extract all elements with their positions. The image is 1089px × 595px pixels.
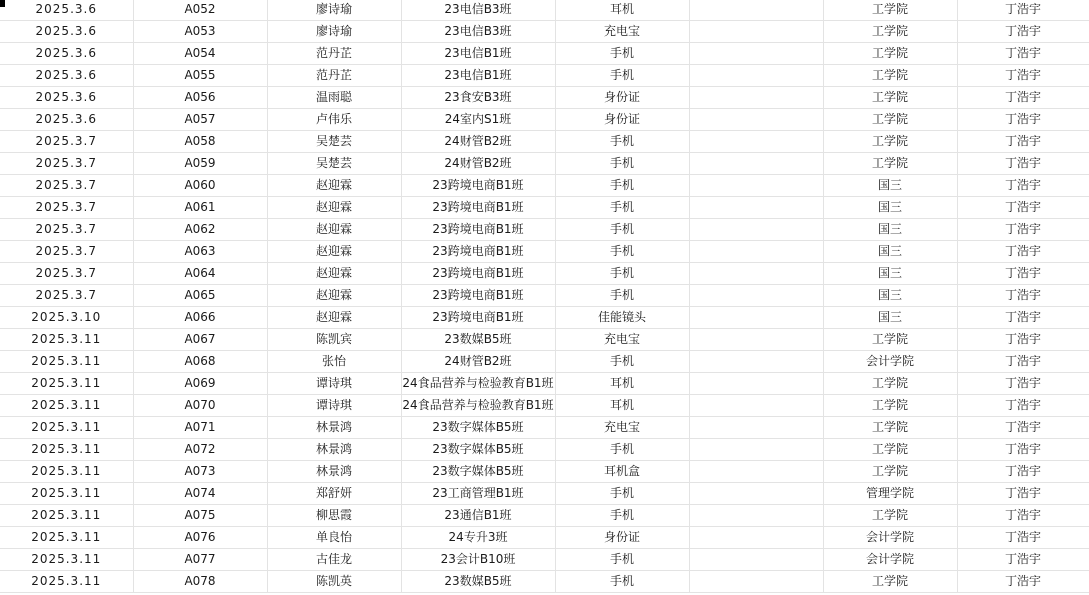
code-cell[interactable]: A062 xyxy=(133,219,267,241)
blank-cell[interactable] xyxy=(689,461,823,483)
class-cell[interactable]: 24食品营养与检验教育B1班 xyxy=(401,395,555,417)
class-cell[interactable]: 23数字媒体B5班 xyxy=(401,439,555,461)
blank-cell[interactable] xyxy=(689,153,823,175)
name-cell[interactable]: 张怡 xyxy=(267,351,401,373)
blank-cell[interactable] xyxy=(689,219,823,241)
college-cell[interactable]: 国三 xyxy=(823,219,957,241)
name-cell[interactable]: 陈凯宾 xyxy=(267,329,401,351)
class-cell[interactable]: 23跨境电商B1班 xyxy=(401,175,555,197)
cell-selection-marker xyxy=(0,0,5,7)
item-cell[interactable]: 手机 xyxy=(555,505,689,527)
college-cell[interactable]: 工学院 xyxy=(823,571,957,593)
blank-cell[interactable] xyxy=(689,0,823,21)
table-row xyxy=(0,351,1089,373)
name-cell[interactable]: 林景鸿 xyxy=(267,461,401,483)
code-cell[interactable]: A058 xyxy=(133,131,267,153)
code-cell[interactable]: A069 xyxy=(133,373,267,395)
handler-cell[interactable]: 丁浩宇 xyxy=(957,131,1089,153)
table-row xyxy=(0,21,1089,43)
blank-cell[interactable] xyxy=(689,175,823,197)
class-cell[interactable]: 23电信B1班 xyxy=(401,43,555,65)
code-cell[interactable]: A066 xyxy=(133,307,267,329)
item-cell[interactable]: 手机 xyxy=(555,439,689,461)
name-cell[interactable]: 单良怡 xyxy=(267,527,401,549)
table-row xyxy=(0,109,1089,131)
handler-cell[interactable]: 丁浩宇 xyxy=(957,153,1089,175)
table-row xyxy=(0,461,1089,483)
college-cell[interactable]: 工学院 xyxy=(823,153,957,175)
name-cell[interactable]: 卢伟乐 xyxy=(267,109,401,131)
item-cell[interactable]: 耳机 xyxy=(555,0,689,21)
college-cell[interactable]: 会计学院 xyxy=(823,527,957,549)
table-row xyxy=(0,197,1089,219)
item-cell[interactable]: 手机 xyxy=(555,65,689,87)
item-cell[interactable]: 充电宝 xyxy=(555,21,689,43)
handler-cell[interactable]: 丁浩宇 xyxy=(957,241,1089,263)
blank-cell[interactable] xyxy=(689,373,823,395)
table-row xyxy=(0,483,1089,505)
table-row xyxy=(0,373,1089,395)
code-cell[interactable]: A056 xyxy=(133,87,267,109)
table-row xyxy=(0,571,1089,593)
code-cell[interactable]: A052 xyxy=(133,0,267,21)
date-cell[interactable]: 2025.3.11 xyxy=(0,351,133,373)
item-cell[interactable]: 手机 xyxy=(555,43,689,65)
date-cell[interactable]: 2025.3.6 xyxy=(0,65,133,87)
table-row xyxy=(0,65,1089,87)
college-cell[interactable]: 国三 xyxy=(823,307,957,329)
date-cell[interactable]: 2025.3.6 xyxy=(0,21,133,43)
item-cell[interactable]: 耳机盒 xyxy=(555,461,689,483)
date-cell[interactable]: 2025.3.11 xyxy=(0,395,133,417)
name-cell[interactable]: 谭诗琪 xyxy=(267,373,401,395)
name-cell[interactable]: 廖诗瑜 xyxy=(267,21,401,43)
name-cell[interactable]: 赵迎霖 xyxy=(267,175,401,197)
blank-cell[interactable] xyxy=(689,109,823,131)
handler-cell[interactable]: 丁浩宇 xyxy=(957,43,1089,65)
class-cell[interactable]: 24专升3班 xyxy=(401,527,555,549)
date-cell[interactable]: 2025.3.7 xyxy=(0,285,133,307)
handler-cell[interactable]: 丁浩宇 xyxy=(957,329,1089,351)
name-cell[interactable]: 郑舒妍 xyxy=(267,483,401,505)
blank-cell[interactable] xyxy=(689,351,823,373)
code-cell[interactable]: A076 xyxy=(133,527,267,549)
blank-cell[interactable] xyxy=(689,131,823,153)
class-cell[interactable]: 23电信B1班 xyxy=(401,65,555,87)
code-cell[interactable]: A053 xyxy=(133,21,267,43)
handler-cell[interactable]: 丁浩宇 xyxy=(957,417,1089,439)
college-cell[interactable]: 工学院 xyxy=(823,21,957,43)
college-cell[interactable]: 工学院 xyxy=(823,461,957,483)
class-cell[interactable]: 23跨境电商B1班 xyxy=(401,285,555,307)
college-cell[interactable]: 工学院 xyxy=(823,131,957,153)
date-cell[interactable]: 2025.3.6 xyxy=(0,43,133,65)
table-row xyxy=(0,505,1089,527)
college-cell[interactable]: 工学院 xyxy=(823,0,957,21)
handler-cell[interactable]: 丁浩宇 xyxy=(957,285,1089,307)
handler-cell[interactable]: 丁浩宇 xyxy=(957,21,1089,43)
item-cell[interactable]: 耳机 xyxy=(555,395,689,417)
blank-cell[interactable] xyxy=(689,571,823,593)
table-row xyxy=(0,43,1089,65)
handler-cell[interactable]: 丁浩宇 xyxy=(957,461,1089,483)
code-cell[interactable]: A078 xyxy=(133,571,267,593)
handler-cell[interactable]: 丁浩宇 xyxy=(957,109,1089,131)
name-cell[interactable]: 温雨聪 xyxy=(267,87,401,109)
item-cell[interactable]: 手机 xyxy=(555,153,689,175)
item-cell[interactable]: 手机 xyxy=(555,197,689,219)
date-cell[interactable]: 2025.3.7 xyxy=(0,263,133,285)
blank-cell[interactable] xyxy=(689,21,823,43)
handler-cell[interactable]: 丁浩宇 xyxy=(957,175,1089,197)
table-row xyxy=(0,417,1089,439)
item-cell[interactable]: 耳机 xyxy=(555,373,689,395)
date-cell[interactable]: 2025.3.6 xyxy=(0,0,133,21)
blank-cell[interactable] xyxy=(689,505,823,527)
date-cell[interactable]: 2025.3.7 xyxy=(0,241,133,263)
item-cell[interactable]: 手机 xyxy=(555,351,689,373)
code-cell[interactable]: A057 xyxy=(133,109,267,131)
name-cell[interactable]: 赵迎霖 xyxy=(267,285,401,307)
date-cell[interactable]: 2025.3.11 xyxy=(0,527,133,549)
class-cell[interactable]: 23电信B3班 xyxy=(401,21,555,43)
college-cell[interactable]: 工学院 xyxy=(823,329,957,351)
handler-cell[interactable]: 丁浩宇 xyxy=(957,549,1089,571)
blank-cell[interactable] xyxy=(689,43,823,65)
item-cell[interactable]: 佳能镜头 xyxy=(555,307,689,329)
blank-cell[interactable] xyxy=(689,395,823,417)
class-cell[interactable]: 23数字媒体B5班 xyxy=(401,461,555,483)
blank-cell[interactable] xyxy=(689,307,823,329)
date-cell[interactable]: 2025.3.11 xyxy=(0,483,133,505)
date-cell[interactable]: 2025.3.11 xyxy=(0,439,133,461)
blank-cell[interactable] xyxy=(689,87,823,109)
blank-cell[interactable] xyxy=(689,263,823,285)
item-cell[interactable]: 充电宝 xyxy=(555,417,689,439)
table-row xyxy=(0,263,1089,285)
table-row xyxy=(0,153,1089,175)
item-cell[interactable]: 充电宝 xyxy=(555,329,689,351)
class-cell[interactable]: 24财管B2班 xyxy=(401,131,555,153)
item-cell[interactable]: 身份证 xyxy=(555,527,689,549)
college-cell[interactable]: 工学院 xyxy=(823,65,957,87)
blank-cell[interactable] xyxy=(689,439,823,461)
handler-cell[interactable]: 丁浩宇 xyxy=(957,395,1089,417)
class-cell[interactable]: 23会计B10班 xyxy=(401,549,555,571)
date-cell[interactable]: 2025.3.11 xyxy=(0,505,133,527)
name-cell[interactable]: 赵迎霖 xyxy=(267,241,401,263)
table-row xyxy=(0,329,1089,351)
blank-cell[interactable] xyxy=(689,285,823,307)
class-cell[interactable]: 24财管B2班 xyxy=(401,153,555,175)
class-cell[interactable]: 23通信B1班 xyxy=(401,505,555,527)
name-cell[interactable]: 范丹芷 xyxy=(267,65,401,87)
handler-cell[interactable]: 丁浩宇 xyxy=(957,527,1089,549)
date-cell[interactable]: 2025.3.11 xyxy=(0,329,133,351)
handler-cell[interactable]: 丁浩宇 xyxy=(957,87,1089,109)
class-cell[interactable]: 23跨境电商B1班 xyxy=(401,263,555,285)
date-cell[interactable]: 2025.3.7 xyxy=(0,219,133,241)
item-cell[interactable]: 手机 xyxy=(555,483,689,505)
table-row xyxy=(0,87,1089,109)
college-cell[interactable]: 工学院 xyxy=(823,439,957,461)
blank-cell[interactable] xyxy=(689,483,823,505)
code-cell[interactable]: A061 xyxy=(133,197,267,219)
name-cell[interactable]: 赵迎霖 xyxy=(267,307,401,329)
date-cell[interactable]: 2025.3.7 xyxy=(0,197,133,219)
table-row xyxy=(0,0,1089,21)
handler-cell[interactable]: 丁浩宇 xyxy=(957,483,1089,505)
table-row xyxy=(0,241,1089,263)
code-cell[interactable]: A055 xyxy=(133,65,267,87)
code-cell[interactable]: A064 xyxy=(133,263,267,285)
class-cell[interactable]: 23数媒B5班 xyxy=(401,571,555,593)
college-cell[interactable]: 工学院 xyxy=(823,43,957,65)
item-cell[interactable]: 手机 xyxy=(555,549,689,571)
item-cell[interactable]: 手机 xyxy=(555,131,689,153)
name-cell[interactable]: 吴楚芸 xyxy=(267,131,401,153)
name-cell[interactable]: 古佳龙 xyxy=(267,549,401,571)
date-cell[interactable]: 2025.3.10 xyxy=(0,307,133,329)
table-row xyxy=(0,285,1089,307)
code-cell[interactable]: A072 xyxy=(133,439,267,461)
college-cell[interactable]: 会计学院 xyxy=(823,351,957,373)
name-cell[interactable]: 谭诗琪 xyxy=(267,395,401,417)
date-cell[interactable]: 2025.3.7 xyxy=(0,131,133,153)
class-cell[interactable]: 23食安B3班 xyxy=(401,87,555,109)
date-cell[interactable]: 2025.3.11 xyxy=(0,549,133,571)
date-cell[interactable]: 2025.3.11 xyxy=(0,461,133,483)
date-cell[interactable]: 2025.3.7 xyxy=(0,153,133,175)
handler-cell[interactable]: 丁浩宇 xyxy=(957,439,1089,461)
college-cell[interactable]: 国三 xyxy=(823,263,957,285)
handler-cell[interactable]: 丁浩宇 xyxy=(957,307,1089,329)
blank-cell[interactable] xyxy=(689,241,823,263)
table-row xyxy=(0,549,1089,571)
name-cell[interactable]: 赵迎霖 xyxy=(267,197,401,219)
class-cell[interactable]: 23跨境电商B1班 xyxy=(401,307,555,329)
blank-cell[interactable] xyxy=(689,417,823,439)
item-cell[interactable]: 手机 xyxy=(555,175,689,197)
class-cell[interactable]: 24食品营养与检验教育B1班 xyxy=(401,373,555,395)
college-cell[interactable]: 国三 xyxy=(823,241,957,263)
item-cell[interactable]: 手机 xyxy=(555,241,689,263)
blank-cell[interactable] xyxy=(689,197,823,219)
code-cell[interactable]: A068 xyxy=(133,351,267,373)
item-cell[interactable]: 手机 xyxy=(555,219,689,241)
handler-cell[interactable]: 丁浩宇 xyxy=(957,0,1089,21)
handler-cell[interactable]: 丁浩宇 xyxy=(957,219,1089,241)
name-cell[interactable]: 陈凯英 xyxy=(267,571,401,593)
class-cell[interactable]: 24室内S1班 xyxy=(401,109,555,131)
date-cell[interactable]: 2025.3.6 xyxy=(0,109,133,131)
table-row xyxy=(0,395,1089,417)
blank-cell[interactable] xyxy=(689,527,823,549)
item-cell[interactable]: 身份证 xyxy=(555,87,689,109)
handler-cell[interactable]: 丁浩宇 xyxy=(957,65,1089,87)
item-cell[interactable]: 身份证 xyxy=(555,109,689,131)
handler-cell[interactable]: 丁浩宇 xyxy=(957,263,1089,285)
blank-cell[interactable] xyxy=(689,549,823,571)
table-row xyxy=(0,439,1089,461)
handler-cell[interactable]: 丁浩宇 xyxy=(957,351,1089,373)
class-cell[interactable]: 23跨境电商B1班 xyxy=(401,219,555,241)
name-cell[interactable]: 廖诗瑜 xyxy=(267,0,401,21)
name-cell[interactable]: 林景鸿 xyxy=(267,439,401,461)
college-cell[interactable]: 国三 xyxy=(823,285,957,307)
name-cell[interactable]: 林景鸿 xyxy=(267,417,401,439)
college-cell[interactable]: 工学院 xyxy=(823,373,957,395)
college-cell[interactable]: 工学院 xyxy=(823,417,957,439)
college-cell[interactable]: 工学院 xyxy=(823,505,957,527)
college-cell[interactable]: 国三 xyxy=(823,197,957,219)
college-cell[interactable]: 工学院 xyxy=(823,87,957,109)
class-cell[interactable]: 23工商管理B1班 xyxy=(401,483,555,505)
class-cell[interactable]: 23数字媒体B5班 xyxy=(401,417,555,439)
code-cell[interactable]: A060 xyxy=(133,175,267,197)
code-cell[interactable]: A071 xyxy=(133,417,267,439)
college-cell[interactable]: 工学院 xyxy=(823,395,957,417)
table-row xyxy=(0,131,1089,153)
handler-cell[interactable]: 丁浩宇 xyxy=(957,373,1089,395)
table-row xyxy=(0,527,1089,549)
class-cell[interactable]: 24财管B2班 xyxy=(401,351,555,373)
table-row xyxy=(0,175,1089,197)
code-cell[interactable]: A074 xyxy=(133,483,267,505)
college-cell[interactable]: 国三 xyxy=(823,175,957,197)
table-row xyxy=(0,307,1089,329)
code-cell[interactable]: A073 xyxy=(133,461,267,483)
class-cell[interactable]: 23数媒B5班 xyxy=(401,329,555,351)
name-cell[interactable]: 赵迎霖 xyxy=(267,263,401,285)
date-cell[interactable]: 2025.3.11 xyxy=(0,417,133,439)
handler-cell[interactable]: 丁浩宇 xyxy=(957,505,1089,527)
class-cell[interactable]: 23电信B3班 xyxy=(401,0,555,21)
code-cell[interactable]: A054 xyxy=(133,43,267,65)
handler-cell[interactable]: 丁浩宇 xyxy=(957,571,1089,593)
college-cell[interactable]: 管理学院 xyxy=(823,483,957,505)
item-cell[interactable]: 手机 xyxy=(555,263,689,285)
name-cell[interactable]: 吴楚芸 xyxy=(267,153,401,175)
code-cell[interactable]: A063 xyxy=(133,241,267,263)
date-cell[interactable]: 2025.3.11 xyxy=(0,571,133,593)
class-cell[interactable]: 23跨境电商B1班 xyxy=(401,197,555,219)
blank-cell[interactable] xyxy=(689,329,823,351)
name-cell[interactable]: 赵迎霖 xyxy=(267,219,401,241)
name-cell[interactable]: 柳思霞 xyxy=(267,505,401,527)
name-cell[interactable]: 范丹芷 xyxy=(267,43,401,65)
item-cell[interactable]: 手机 xyxy=(555,571,689,593)
date-cell[interactable]: 2025.3.7 xyxy=(0,175,133,197)
table-row xyxy=(0,219,1089,241)
date-cell[interactable]: 2025.3.11 xyxy=(0,373,133,395)
code-cell[interactable]: A065 xyxy=(133,285,267,307)
college-cell[interactable]: 工学院 xyxy=(823,109,957,131)
class-cell[interactable]: 23跨境电商B1班 xyxy=(401,241,555,263)
date-cell[interactable]: 2025.3.6 xyxy=(0,87,133,109)
item-cell[interactable]: 手机 xyxy=(555,285,689,307)
code-cell[interactable]: A070 xyxy=(133,395,267,417)
college-cell[interactable]: 会计学院 xyxy=(823,549,957,571)
code-cell[interactable]: A075 xyxy=(133,505,267,527)
code-cell[interactable]: A077 xyxy=(133,549,267,571)
handler-cell[interactable]: 丁浩宇 xyxy=(957,197,1089,219)
blank-cell[interactable] xyxy=(689,65,823,87)
code-cell[interactable]: A059 xyxy=(133,153,267,175)
code-cell[interactable]: A067 xyxy=(133,329,267,351)
